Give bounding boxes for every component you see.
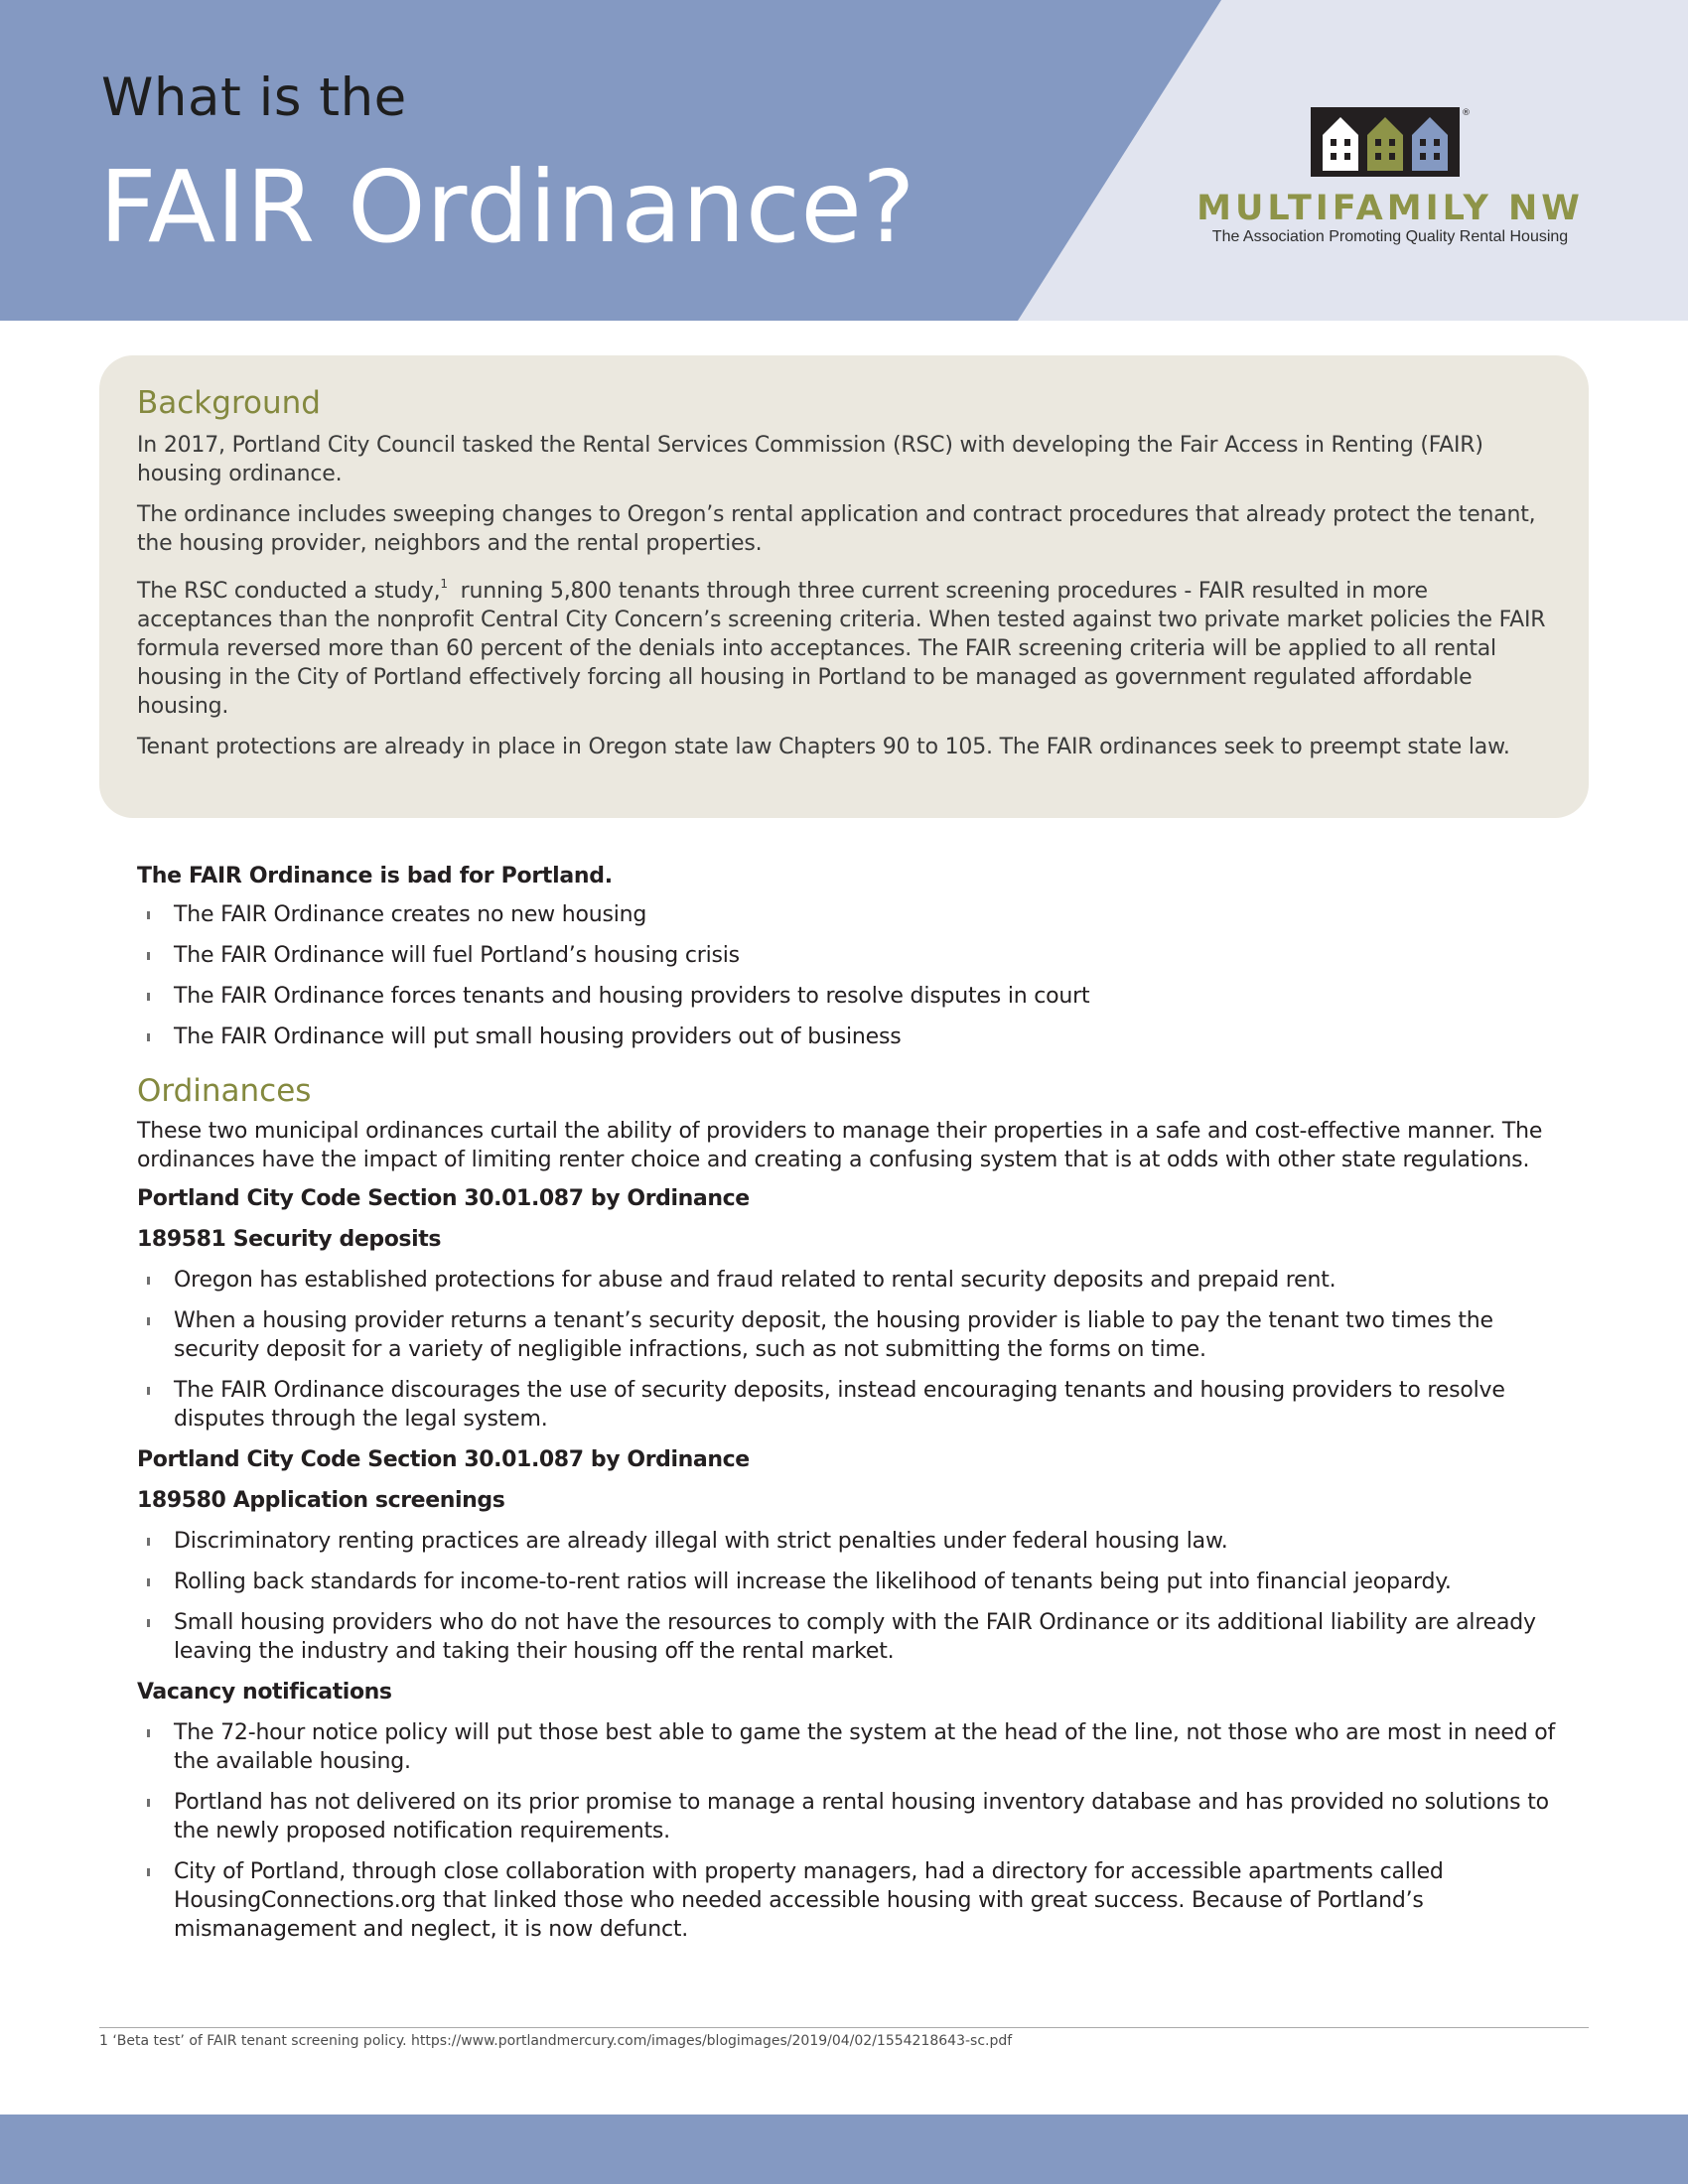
list-item-text: Discriminatory renting practices are already illegal with strict penalties under federal housing law.	[174, 1529, 1228, 1554]
bullet-marker	[147, 1538, 150, 1546]
page-header	[0, 0, 1688, 321]
footnote-divider	[99, 2027, 1589, 2028]
list-item	[137, 982, 1557, 1011]
bad-for-portland-heading: The FAIR Ordinance is bad for Portland.	[137, 864, 613, 888]
list-item	[137, 1788, 1557, 1845]
list-item	[137, 941, 1557, 970]
list-item-text: Small housing providers who do not have the resources to comply with the FAIR Ordinance or its additional liability are already leaving the industry and taking their housing off the rental market.	[174, 1610, 1536, 1664]
title-line-1: What is the	[101, 68, 407, 128]
bullet-marker	[147, 1619, 150, 1627]
bad-for-portland-list	[137, 900, 1557, 1051]
security-deposits-heading: 189581 Security deposits	[137, 1227, 442, 1252]
bullet-marker	[147, 1317, 150, 1325]
list-item	[137, 900, 1557, 929]
list-item-text: The FAIR Ordinance will fuel Portland’s housing crisis	[174, 943, 740, 968]
list-item	[137, 1376, 1557, 1433]
logo-name: MULTIFAMILY NW	[1196, 189, 1584, 228]
list-item-text: The FAIR Ordinance forces tenants and housing providers to resolve disputes in court	[174, 984, 1090, 1009]
bullet-marker	[147, 1729, 150, 1737]
list-item-text: City of Portland, through close collaboration with property managers, had a directory for accessible apartments called HousingConnections.org that linked those who needed accessible housing with great success. Because of Portland’s mismanagement and neglect, it is now defunct.	[174, 1859, 1444, 1942]
list-item-text: The FAIR Ordinance discourages the use of security deposits, instead encouraging tenants and housing providers to resolve disputes through the legal system.	[174, 1378, 1505, 1432]
list-item	[137, 1718, 1557, 1776]
application-screenings-heading: 189580 Application screenings	[137, 1488, 505, 1513]
security-deposits-list	[137, 1266, 1557, 1433]
logo-tagline: The Association Promoting Quality Rental Housing	[1211, 228, 1569, 245]
screening-code-heading: Portland City Code Section 30.01.087 by Ordinance	[137, 1447, 750, 1472]
paragraph-3-lead: The RSC conducted a study,	[137, 579, 441, 604]
vacancy-notifications-list	[137, 1718, 1557, 1944]
vacancy-notifications-heading: Vacancy notifications	[137, 1680, 392, 1705]
ordinances-title: Ordinances	[137, 1073, 312, 1109]
list-item	[137, 1857, 1557, 1944]
background-paragraph-3	[137, 570, 1557, 721]
list-item	[137, 1527, 1557, 1556]
title-line-2: FAIR Ordinance?	[99, 149, 915, 265]
list-item-text: The FAIR Ordinance creates no new housing	[174, 902, 647, 927]
main-content	[137, 862, 1557, 1956]
footnote: 1 ‘Beta test’ of FAIR tenant screening policy. https://www.portlandmercury.com/images/blogimages/2019/04/02/1554218643-sc.pdf	[99, 2033, 1013, 2049]
bullet-marker	[147, 1578, 150, 1586]
list-item	[137, 1023, 1557, 1051]
list-item-text: The 72-hour notice policy will put those best able to game the system at the head of the line, not those who are most in need of the available housing.	[174, 1720, 1556, 1774]
bullet-marker	[147, 1387, 150, 1395]
bullet-marker	[147, 1277, 150, 1285]
bullet-marker	[147, 911, 150, 919]
bullet-marker	[147, 1868, 150, 1876]
bullet-marker	[147, 1799, 150, 1807]
list-item	[137, 1266, 1557, 1295]
list-item-text: Portland has not delivered on its prior promise to manage a rental housing inventory database and has provided no solutions to the newly proposed notification requirements.	[174, 1790, 1549, 1843]
background-box	[99, 355, 1589, 818]
list-item-text: Oregon has established protections for abuse and fraud related to rental security deposits and prepaid rent.	[174, 1268, 1336, 1293]
bullet-marker	[147, 993, 150, 1001]
background-paragraph-4: Tenant protections are already in place in Oregon state law Chapters 90 to 105. The FAIR ordinances seek to preempt state law.	[137, 735, 1510, 759]
bullet-marker	[147, 1033, 150, 1041]
background-paragraph-1: In 2017, Portland City Council tasked the Rental Services Commission (RSC) with developing the Fair Access in Renting (FAIR) housing ordinance.	[137, 433, 1483, 486]
ordinances-intro: These two municipal ordinances curtail the ability of providers to manage their properties in a safe and cost-effective manner. The ordinances have the impact of limiting renter choice and creating a confusing system that is at odds with other state regulations.	[137, 1119, 1543, 1172]
list-item	[137, 1306, 1557, 1364]
paragraph-3-body: running 5,800 tenants through three current screening procedures - FAIR resulted in more acceptances than the nonprofit Central City Concern’s screening criteria. When tested against two private market policies the FAIR formula reversed more than 60 percent of the denials into acceptances. The FAIR screening criteria will be applied to all rental housing in the City of Portland effectively forcing all housing in Portland to be managed as government regulated affordable housing.	[137, 579, 1546, 719]
list-item-text: The FAIR Ordinance will put small housing providers out of business	[174, 1024, 902, 1049]
registered-mark: ®	[1462, 108, 1471, 118]
bullet-marker	[147, 952, 150, 960]
background-title: Background	[137, 385, 321, 421]
footnote-ref: 1	[440, 577, 448, 591]
list-item	[137, 1568, 1557, 1596]
footer-bar	[0, 2115, 1688, 2184]
list-item-text: Rolling back standards for income-to-rent ratios will increase the likelihood of tenants being put into financial jeopardy.	[174, 1570, 1452, 1594]
application-screenings-list	[137, 1527, 1557, 1666]
list-item	[137, 1608, 1557, 1666]
multifamily-nw-logo	[1182, 105, 1599, 254]
background-paragraph-2: The ordinance includes sweeping changes to Oregon’s rental application and contract procedures that already protect the tenant, the housing provider, neighbors and the rental properties.	[137, 502, 1536, 556]
list-item-text: When a housing provider returns a tenant’s security deposit, the housing provider is liable to pay the tenant two times the security deposit for a variety of negligible infractions, such as not submitting the forms on time.	[174, 1308, 1493, 1362]
security-code-heading: Portland City Code Section 30.01.087 by Ordinance	[137, 1186, 750, 1211]
three-houses-logo-icon	[1311, 105, 1470, 179]
